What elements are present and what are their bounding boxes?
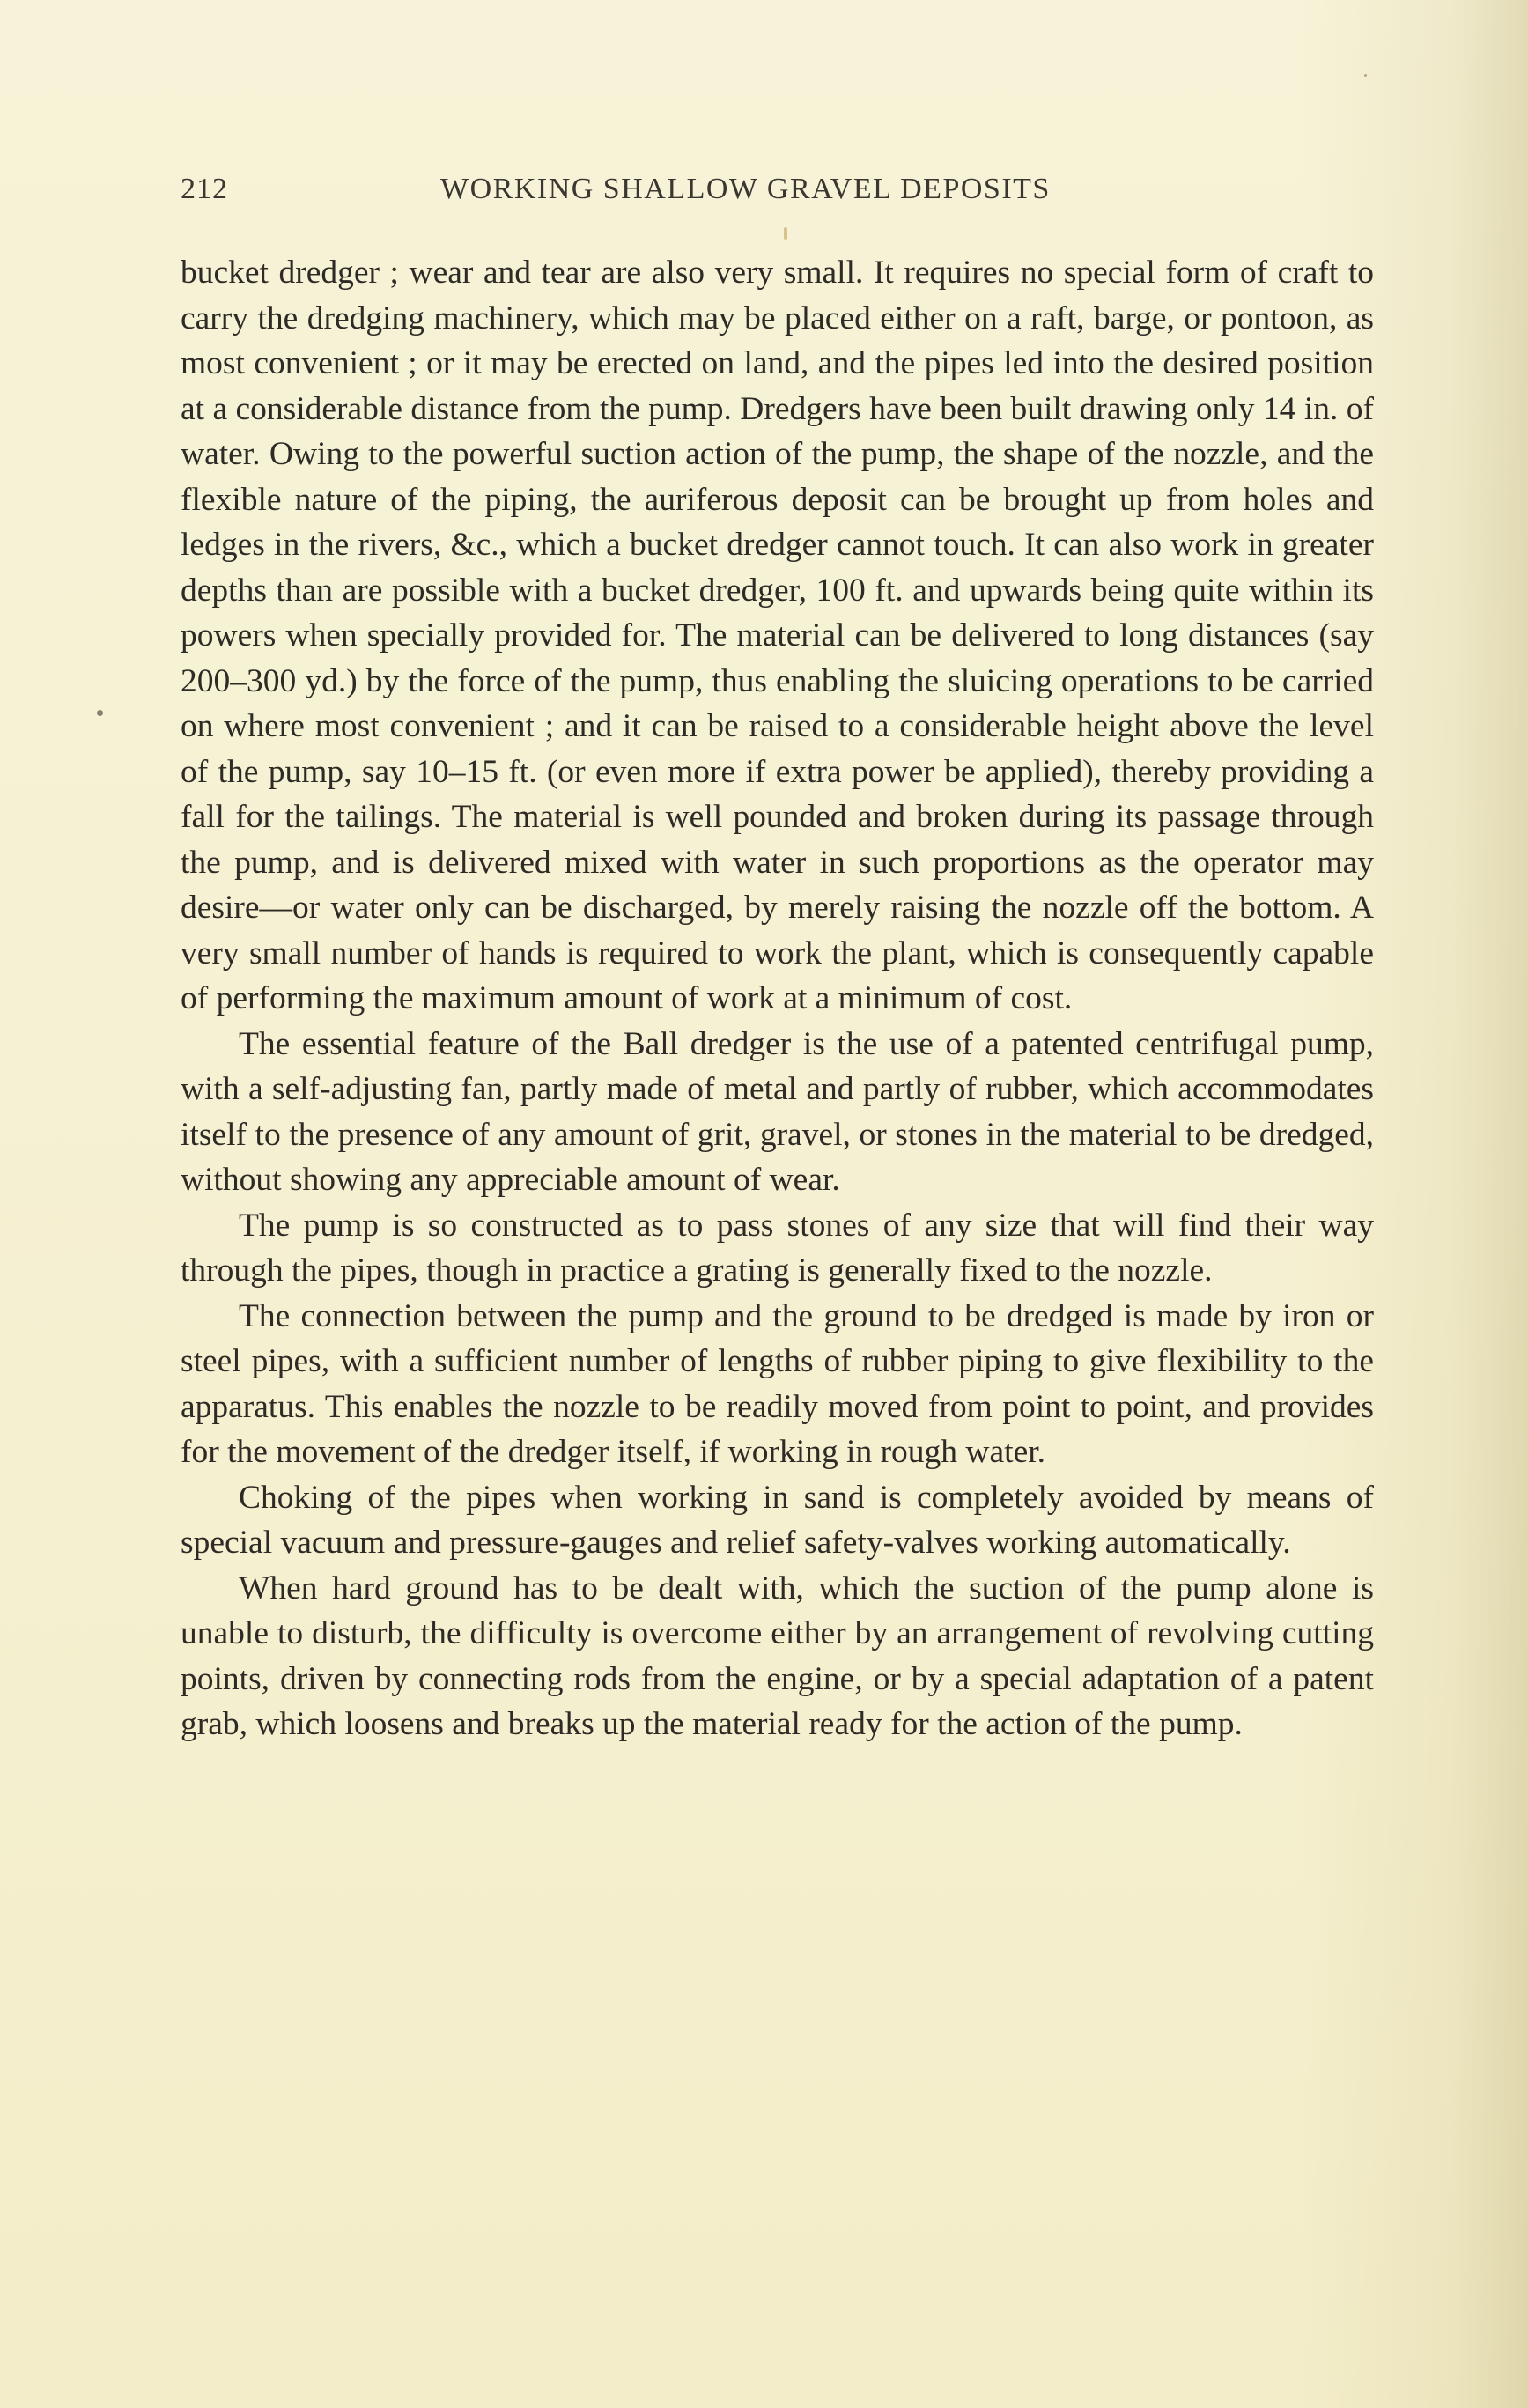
body-text <box>181 250 1374 1747</box>
paragraph: The connection between the pump and the ground to be dredged is made by iron or steel pipes, with a sufficient number of lengths of rubber piping to give flexibility to the apparatus. This enables the nozzle to be readily moved from point to point, and provides for the movement of the dredger itself, if working in rough water. <box>181 1297 1374 1470</box>
paragraph: bucket dredger ; wear and tear are also very small. It requires no special form of craft to carry the dredging machinery, which may be placed either on a raft, barge, or pontoon, as most convenient ; or it may be erected on land, and the pipes led into the desired position at a considerable distance from the pump. Dredgers have been built drawing only 14 in. of water. Owing to the powerful suction action of the pump, the shape of the nozzle, and the flexible nature of the piping, the auriferous deposit can be brought up from holes and ledges in the rivers, &c., which a bucket dredger cannot touch. It can also work in greater depths than are possible with a bucket dredger, 100 ft. and upwards being quite within its powers when specially provided for. The material can be delivered to long distances (say 200–300 yd.) by the force of the pump, thus enabling the sluicing operations to be carried on where most convenient ; and it can be raised to a considerable height above the level of the pump, say 10–15 ft. (or even more if extra power be applied), thereby providing a fall for the tailings. The material is well pounded and broken during its passage through the pump, and is delivered mixed with water in such proportions as the operator may desire—or water only can be discharged, by merely raising the nozzle off the bottom. A very small number of hands is required to work the plant, which is consequently capable of performing the maximum amount of work at a minimum of cost. <box>181 255 1374 1016</box>
paper-speck <box>97 710 103 716</box>
paper-speck <box>784 227 787 240</box>
paper-speck <box>1364 74 1367 77</box>
page-number: 212 <box>181 173 228 205</box>
paragraph: When hard ground has to be dealt with, which the suction of the pump alone is unable to disturb, the difficulty is overcome either by an arrangement of revolving cutting points, driven by connecting rods from the engine, or by a special adaptation of a patent grab, which loosens and breaks up the material ready for the action of the pump. <box>181 1570 1374 1742</box>
paragraph: The essential feature of the Ball dredger is the use of a patented centrifugal pump, with a self-adjusting fan, partly made of metal and partly of rubber, which accommodates itself to the presence of any amount of grit, gravel, or stones in the material to be dredged, without showing any appreciable amount of wear. <box>181 1025 1374 1198</box>
paragraph: The pump is so constructed as to pass stones of any size that will find their way through the pipes, though in practice a grating is generally fixed to the nozzle. <box>181 1207 1374 1289</box>
paragraph: Choking of the pipes when working in sand is completely avoided by means of special vacuum and pressure-gauges and relief safety-valves working automatically. <box>181 1479 1374 1561</box>
running-title: WORKING SHALLOW GRAVEL DEPOSITS <box>440 173 1051 205</box>
